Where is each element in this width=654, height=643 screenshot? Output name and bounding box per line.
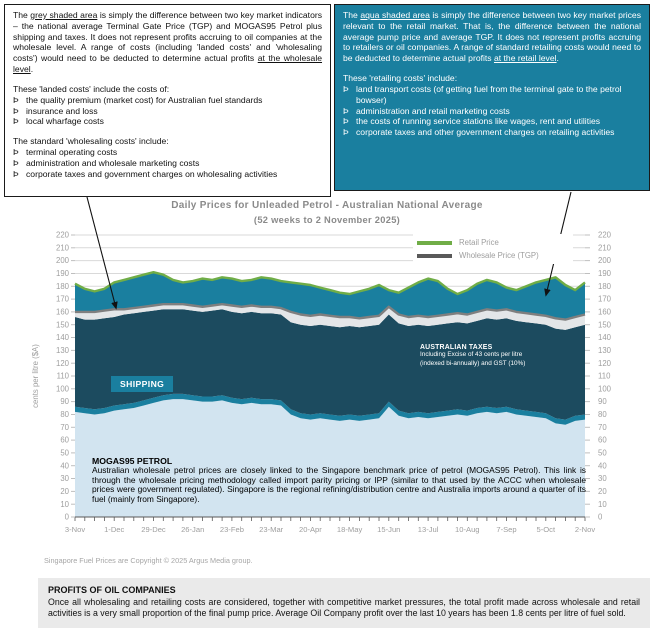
bullet-text: land transport costs (of getting fuel from the terminal gate to the petrol bowser) (356, 83, 622, 105)
legend-label-retail: Retail Price (459, 238, 499, 247)
y-tick-label-right: 60 (598, 435, 607, 445)
shipping-band-label: SHIPPING (111, 376, 173, 392)
retail-line-swatch (417, 241, 452, 245)
y-tick-label-left: 140 (55, 333, 69, 343)
mogas95-annotation-body: Australian wholesale petrol prices are closely linked to the Singapore benchmark price of petrol (MOGAS95 Petrol). This link is through the wholesale pricing methodology called import parity pricing or IPP (similar to that used by the ACCC when wholesale prices were government regulated). Singapore is the regional refining/distribution centre and Australia imports around a quarter of its fuel (mainly from Singapore). (92, 465, 586, 504)
x-tick-label: 18-May (336, 525, 363, 534)
legend-label-wholesale: Wholesale Price (TGP) (459, 251, 539, 260)
bullet-item (343, 127, 641, 138)
bullet-glyph: Þ (13, 157, 19, 168)
underlined-term: at the wholesale level (13, 53, 323, 75)
y-axis-title: cents per litre ($A) (31, 344, 40, 408)
y-tick-label-right: 80 (598, 410, 607, 420)
y-tick-label-left: 30 (60, 474, 69, 484)
bullet-item (343, 116, 641, 127)
y-tick-label-right: 150 (598, 320, 612, 330)
landed-costs-list (13, 95, 322, 127)
aqua-area-explanation-box (334, 4, 650, 191)
bullet-glyph: Þ (343, 127, 349, 138)
y-tick-label-right: 220 (598, 230, 612, 240)
x-tick-label: 5-Oct (536, 525, 556, 534)
bullet-glyph: Þ (13, 147, 19, 158)
y-tick-label-left: 120 (55, 358, 69, 368)
y-tick-label-left: 60 (60, 435, 69, 445)
y-tick-label-right: 200 (598, 256, 612, 266)
bullet-glyph: Þ (13, 105, 19, 116)
y-tick-label-left: 20 (60, 487, 69, 496)
y-tick-label-left: 0 (64, 512, 69, 522)
wholesaling-costs-list (13, 147, 322, 179)
underlined-term: grey shaded area (30, 10, 98, 20)
x-tick-label: 7-Sep (496, 525, 517, 534)
y-tick-label-right: 130 (598, 346, 612, 355)
y-tick-label-right: 140 (598, 333, 612, 343)
x-tick-label: 23-Feb (219, 525, 244, 534)
bullet-glyph: Þ (343, 105, 349, 116)
y-tick-label-left: 90 (60, 397, 69, 407)
bullet-text: the quality premium (market cost) for Australian fuel standards (26, 94, 263, 105)
y-tick-label-right: 170 (598, 294, 612, 304)
y-tick-label-left: 70 (60, 422, 69, 432)
y-tick-label-left: 210 (55, 243, 69, 253)
y-tick-label-right: 40 (598, 461, 607, 471)
y-tick-label-left: 40 (60, 461, 69, 471)
y-tick-label-right: 160 (598, 307, 612, 317)
y-tick-label-right: 0 (598, 512, 603, 522)
wholesaling-costs-heading: The standard 'wholesaling costs' include: (13, 136, 169, 147)
y-tick-label-right: 10 (598, 499, 607, 509)
grey-area-intro (13, 10, 322, 75)
mogas95-annotation-title: MOGAS95 PETROL (92, 456, 173, 466)
profits-box-body: Once all wholesaling and retailing costs are considered, together with competitive market pressures, the total profit made across wholesale and retail activities is a very small proportion of the final pump price. Average Oil Company profit over the last 10 years has been 1.8 cents per litre of fuel sold. (48, 597, 640, 619)
y-tick-label-right: 20 (598, 487, 607, 496)
x-tick-label: 29-Dec (141, 525, 166, 534)
y-tick-label-right: 120 (598, 358, 612, 368)
bullet-text: administration and retail marketing costs (356, 105, 510, 116)
y-tick-label-left: 100 (55, 384, 69, 394)
y-tick-label-right: 190 (598, 269, 612, 279)
y-tick-label-left: 220 (55, 230, 69, 240)
y-tick-label-left: 170 (55, 294, 69, 304)
profits-box-title: PROFITS OF OIL COMPANIES (48, 585, 176, 595)
text-segment: . (556, 53, 559, 64)
y-tick-label-left: 200 (55, 256, 69, 266)
bullet-item (13, 158, 322, 169)
chart-title: Daily Prices for Unleaded Petrol - Australian National Average (171, 200, 483, 211)
text-segment: . (30, 64, 34, 75)
y-tick-label-left: 80 (60, 410, 69, 420)
bullet-glyph: Þ (13, 168, 19, 179)
y-tick-label-left: 190 (55, 269, 69, 279)
x-tick-label: 2-Nov (574, 525, 596, 534)
bullet-item (13, 116, 322, 127)
bullet-glyph: Þ (343, 116, 349, 127)
y-tick-label-right: 100 (598, 384, 612, 394)
taxes-annotation-line2: (indexed bi-annually) and GST (10%) (420, 359, 526, 367)
bullet-text: terminal operating costs (26, 147, 118, 158)
landed-costs-heading: These 'landed costs' include the costs of: (13, 83, 170, 94)
bullet-text: administration and wholesale marketing costs (26, 157, 200, 168)
y-tick-label-left: 110 (56, 371, 69, 381)
y-tick-label-right: 180 (598, 281, 612, 291)
underlined-term: aqua shaded area (360, 10, 430, 20)
bullet-glyph: Þ (343, 83, 349, 94)
taxes-annotation-title: AUSTRALIAN TAXES (420, 344, 493, 351)
bullet-text: local wharfage costs (26, 116, 104, 127)
legend-row-retail (417, 236, 569, 249)
bullet-item (13, 169, 322, 180)
x-tick-label: 15-Jun (377, 525, 401, 534)
grey-area-explanation-box (4, 4, 331, 197)
bullet-item (343, 84, 641, 106)
bullet-glyph: Þ (13, 116, 19, 127)
bullet-item (13, 106, 322, 117)
aqua-area-intro (343, 10, 641, 64)
x-tick-label: 10-Aug (455, 525, 480, 534)
x-tick-label: 3-Nov (64, 525, 86, 534)
australian-taxes-annotation (420, 344, 556, 368)
text-segment: The (13, 10, 31, 20)
y-tick-label-left: 130 (55, 346, 69, 355)
bullet-item (13, 95, 322, 106)
bullet-text: the costs of running service stations like wages, rent and utilities (356, 116, 601, 127)
underlined-term: at the retail level (493, 53, 557, 64)
x-tick-label: 13-Jul (417, 525, 439, 534)
x-tick-label: 26-Jan (181, 525, 205, 534)
y-tick-label-right: 70 (598, 422, 607, 432)
retailing-costs-list (343, 84, 641, 138)
taxes-annotation-line1: Including Excise of 43 cents per litre (420, 351, 523, 358)
bullet-glyph: Þ (13, 94, 19, 105)
y-tick-label-left: 10 (60, 499, 69, 509)
text-segment: is simply the difference between two key market indicators – the national average Terminal Gate Price (TGP) and MOGAS95 Petrol plus shipping and taxes. It does not represent profits accruing to oil companies at the wholesale level. A range of costs (including 'landed costs' and 'wholesaling costs') would need to be deducted to determine actual profits (13, 10, 323, 64)
copyright-line: Singapore Fuel Prices are Copyright © 2025 Argus Media group. (44, 556, 253, 565)
y-tick-label-left: 160 (55, 307, 69, 317)
wholesale-line-swatch (417, 254, 452, 258)
x-tick-label: 23-Mar (259, 525, 284, 534)
chart-subtitle: (52 weeks to 2 November 2025) (253, 215, 401, 225)
y-tick-label-right: 110 (598, 371, 611, 381)
x-tick-label: 1-Dec (104, 525, 125, 534)
profits-of-oil-companies-box (38, 578, 650, 628)
bullet-item (13, 147, 322, 158)
text-segment: The (343, 10, 361, 20)
bullet-text: insurance and loss (26, 105, 98, 116)
retailing-costs-heading: These 'retailing costs' include: (343, 73, 458, 84)
y-tick-label-left: 50 (60, 448, 69, 458)
bullet-text: corporate taxes and government charges on wholesaling activities (26, 168, 278, 179)
y-tick-label-right: 30 (598, 474, 607, 484)
y-tick-label-left: 150 (55, 320, 69, 330)
chart-legend (413, 234, 573, 264)
legend-row-wholesale (417, 249, 569, 262)
text-segment: is simply the difference between two key market prices relevant to the retail market. That is, the difference between the national average pump price and average TGP. It does not represent profits accruing to retailers or oil companies. A range of standard retailing costs would need to be deducted to determine actual profits (343, 10, 641, 64)
bullet-text: corporate taxes and other government charges on retailing activities (356, 127, 615, 138)
x-tick-label: 20-Apr (299, 525, 322, 534)
y-tick-label-right: 50 (598, 448, 607, 458)
y-tick-label-left: 180 (55, 281, 69, 291)
mogas95-annotation (92, 456, 586, 504)
y-tick-label-right: 90 (598, 397, 607, 407)
bullet-item (343, 106, 641, 117)
y-tick-label-right: 210 (598, 243, 612, 253)
